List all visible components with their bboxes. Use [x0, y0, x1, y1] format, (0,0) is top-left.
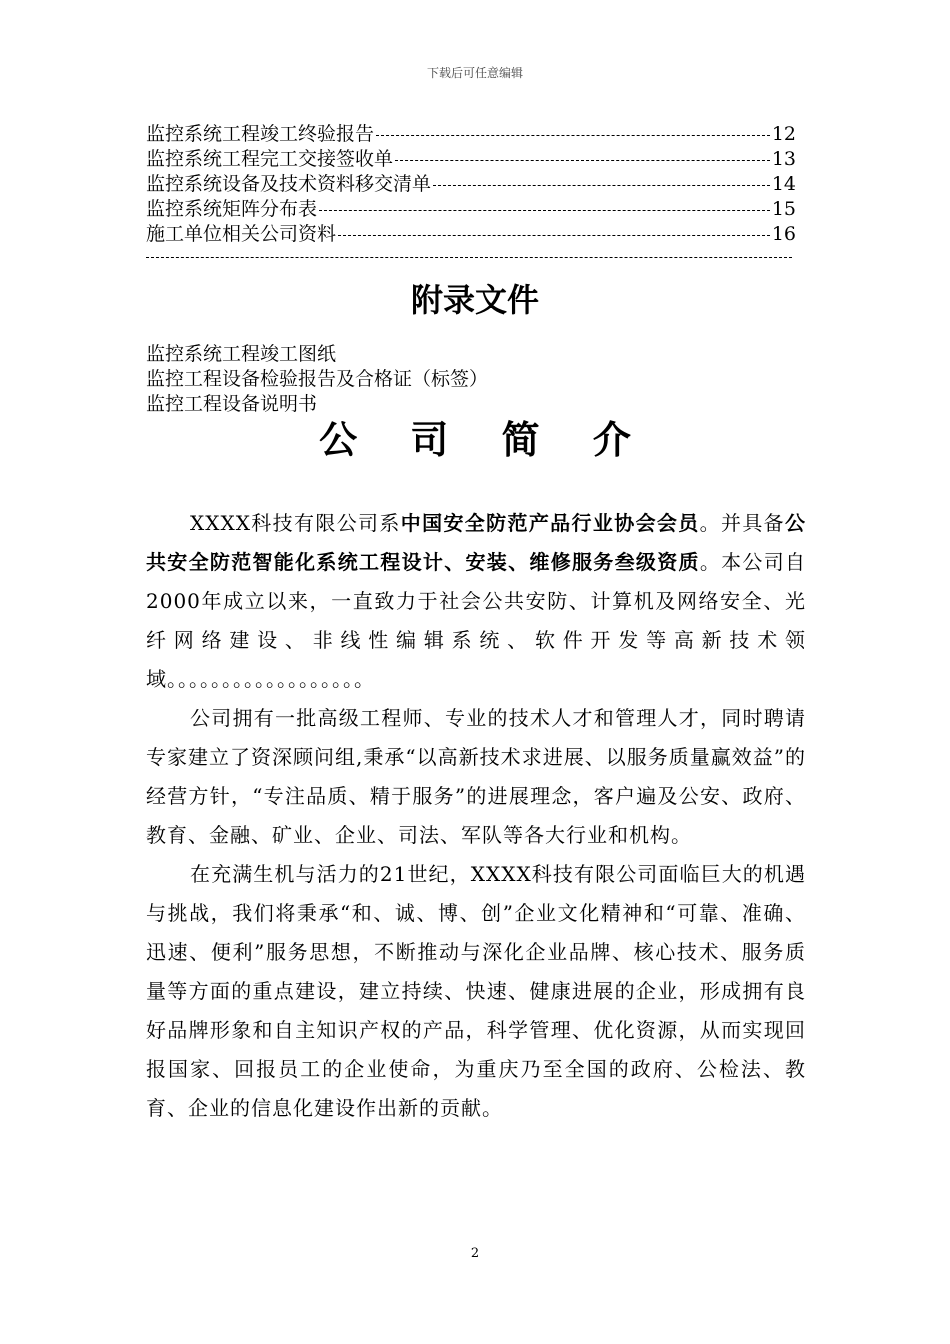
appendix-list: [146, 342, 488, 417]
toc-entry-title: 监控系统矩阵分布表: [146, 198, 318, 220]
intro-paragraph-2: 公司拥有一批高级工程师、专业的技术人才和管理人才，同时聘请专家建立了资深顾问组,秉承“以高新技术求进展、以服务质量赢效益”的经营方针，“专注品质、精于服务”的进展理念，客户遍及公安、政府、教育、金融、矿业、企业、司法、军队等各大行业和机构。: [146, 706, 806, 847]
intro-paragraph-3: 在充满生机与活力的21世纪，XXXX科技有限公司面临巨大的机遇与挑战，我们将秉承“和、诚、博、创”企业文化精神和“可靠、准确、迅速、便利”服务思想，不断推动与深化企业品牌、核心技术、服务质量等方面的重点建设，建立持续、快速、健康进展的企业，形成拥有良好品牌形象和自主知识产权的产品，科学管理、优化资源，从而实现回报国家、回报员工的企业使命，为重庆乃至全国的政府、公检法、教育、企业的信息化建设作出新的贡献。: [146, 862, 806, 1120]
toc-entry-title: 监控系统工程竣工终验报告: [146, 123, 375, 145]
toc-leader: [374, 122, 772, 147]
toc-entry-page: 12: [771, 123, 796, 145]
intro-text: 。本公司自2000年成立以来，一直致力于社会公共安防、计算机及网络安全、光纤网络建设、非线性编辑系统、软件开发等高新技术领域。。。。。。。。。。。。。。。。。。: [146, 550, 807, 691]
page-number: 2: [470, 1246, 480, 1261]
toc-entry[interactable]: [146, 197, 796, 222]
company-intro-body: [146, 504, 806, 1128]
company-intro-heading: 公 司 简 介: [319, 418, 651, 462]
toc-entry[interactable]: [146, 172, 796, 197]
toc-entry-title: 监控系统工程完工交接签收单: [146, 148, 394, 170]
intro-text: XXXX科技有限公司系: [190, 511, 401, 535]
appendix-item: 监控工程设备说明书: [146, 393, 318, 415]
intro-text: 。并具备: [699, 511, 786, 535]
appendix-heading: 附录文件: [410, 281, 539, 319]
toc-entry[interactable]: [146, 147, 796, 172]
page-header: 下载后可任意编辑: [426, 66, 523, 80]
toc-leader: [336, 222, 772, 247]
toc-entry-page: 15: [771, 198, 796, 220]
toc-leader: [431, 172, 772, 197]
appendix-item: 监控工程设备检验报告及合格证（标签）: [146, 368, 489, 390]
toc-leader: [317, 197, 772, 222]
intro-paragraph-1: [146, 504, 806, 699]
toc-entry-page: 14: [771, 173, 796, 195]
dashed-divider: [146, 257, 792, 258]
toc-entry-title: 施工单位相关公司资料: [146, 223, 337, 245]
table-of-contents: [146, 122, 796, 247]
intro-bold-text: 中国安全防范产品行业协会会员: [400, 511, 700, 535]
toc-entry-page: 16: [771, 223, 796, 245]
toc-entry-title: 监控系统设备及技术资料移交清单: [146, 173, 432, 195]
appendix-item: 监控系统工程竣工图纸: [146, 343, 337, 365]
toc-leader: [393, 147, 772, 172]
toc-entry[interactable]: [146, 122, 796, 147]
toc-entry-page: 13: [771, 148, 796, 170]
toc-entry[interactable]: [146, 222, 796, 247]
intro-bold-text: 公共安全防范智能化系统工程设计、安装、维修服务叁级资质: [146, 511, 807, 574]
